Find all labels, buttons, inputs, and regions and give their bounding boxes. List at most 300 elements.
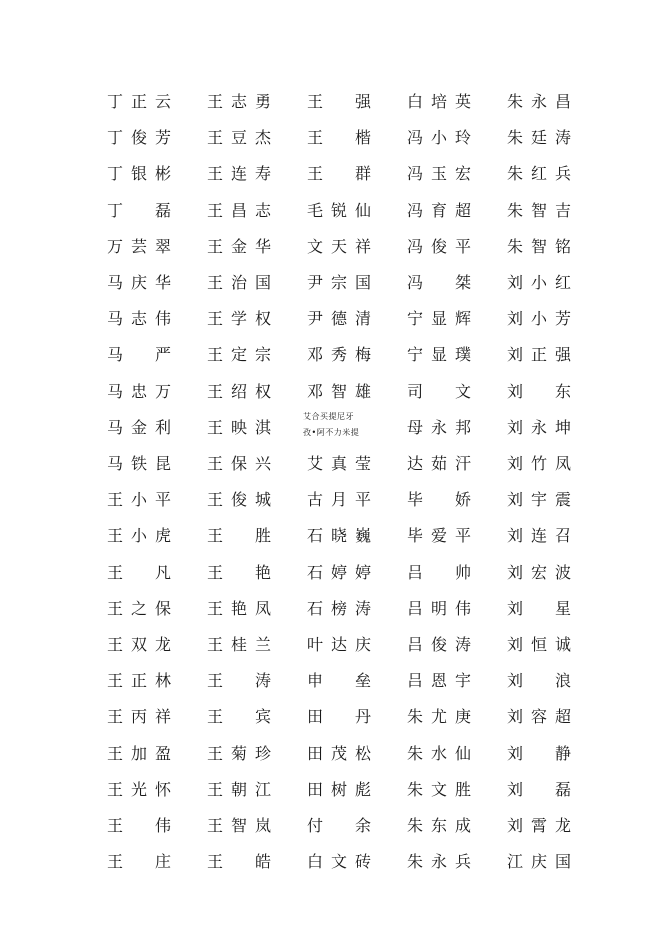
- name-char: 冯: [406, 273, 423, 292]
- name-char: 忠: [130, 381, 147, 401]
- name-cell: [103, 267, 178, 303]
- name-char: 祥: [354, 236, 371, 256]
- name-char: 刘: [506, 598, 523, 618]
- name-char: 平: [454, 236, 471, 256]
- name-char: 杰: [254, 128, 271, 148]
- name-char: 树: [330, 779, 347, 799]
- name-char: 王: [206, 236, 223, 256]
- name-char: 冯: [406, 200, 423, 220]
- name-char: 尤: [430, 707, 447, 727]
- name-cell: [403, 593, 478, 629]
- name-char: 刘: [506, 635, 523, 654]
- name-cell: [103, 774, 178, 810]
- name-cell: [403, 520, 478, 556]
- name-cell: [503, 339, 578, 375]
- name-char: 容: [530, 707, 547, 727]
- name-char: 皓: [254, 852, 271, 872]
- name-char: 仙: [354, 200, 371, 220]
- name-char: 伟: [154, 309, 171, 329]
- name-char: 文: [306, 236, 323, 256]
- name-char: 红: [554, 273, 571, 292]
- name-char: 丁: [106, 200, 123, 220]
- name-cell: [203, 665, 278, 701]
- name-char: 古: [306, 490, 323, 510]
- name-cell: [403, 376, 478, 412]
- name-cell: [203, 195, 278, 231]
- name-char: 朱: [506, 128, 523, 148]
- name-char: 小: [530, 309, 547, 329]
- name-char: 雄: [354, 381, 371, 401]
- name-char: 马: [106, 417, 123, 437]
- name-cell: [303, 86, 378, 122]
- name-char: 丁: [106, 128, 123, 148]
- name-char: 俊: [430, 635, 447, 654]
- name-char: 金: [130, 417, 147, 437]
- name-row: [0, 231, 670, 267]
- name-char: 静: [554, 743, 571, 763]
- name-row: [0, 701, 670, 737]
- name-cell: [303, 267, 378, 303]
- name-char: 吕: [406, 635, 423, 654]
- name-char: 王: [206, 671, 223, 691]
- name-char: 光: [130, 779, 147, 799]
- name-char: 志: [130, 309, 147, 329]
- name-cell: [103, 484, 178, 520]
- name-row: [0, 520, 670, 556]
- name-cell: [503, 593, 578, 629]
- name-char: 华: [154, 273, 171, 292]
- name-char: 王: [206, 454, 223, 473]
- name-char: 桂: [230, 635, 247, 654]
- name-char: 王: [106, 526, 123, 546]
- name-char: 兵: [454, 852, 471, 872]
- name-cell: [303, 774, 378, 810]
- name-char: 王: [306, 92, 323, 111]
- name-char: 马: [106, 309, 123, 329]
- name-char: 王: [206, 598, 223, 618]
- name-cell: [403, 774, 478, 810]
- name-char: 明: [430, 598, 447, 618]
- name-cell: [503, 520, 578, 556]
- name-char: 庆: [354, 635, 371, 654]
- name-char: 朝: [230, 779, 247, 799]
- name-char: 天: [330, 236, 347, 256]
- name-cell: [203, 629, 278, 665]
- name-char: 王: [206, 562, 223, 582]
- name-char: 婷: [330, 562, 347, 582]
- name-char: 丁: [106, 92, 123, 111]
- name-char: 东: [430, 816, 447, 835]
- name-char: 毛: [306, 200, 323, 220]
- name-cell: [203, 846, 278, 882]
- name-char: 达: [406, 454, 423, 473]
- name-cell: [503, 267, 578, 303]
- name-char: 王: [106, 779, 123, 799]
- name-char: 王: [206, 309, 223, 329]
- name-cell: [203, 376, 278, 412]
- name-char: 永: [530, 417, 547, 437]
- name-char: 强: [354, 92, 371, 111]
- name-char: 凤: [254, 598, 271, 618]
- name-cell: [403, 701, 478, 737]
- name-char: 万: [154, 381, 171, 401]
- name-cell: [403, 557, 478, 593]
- name-char: 翠: [154, 236, 171, 256]
- name-char: 志: [254, 200, 271, 220]
- name-char: 月: [330, 490, 347, 510]
- name-char: 波: [554, 562, 571, 582]
- name-char: 浪: [554, 671, 571, 691]
- name-char: 朱: [406, 743, 423, 763]
- name-char: 凤: [554, 454, 571, 473]
- name-char: 王: [206, 92, 223, 111]
- name-char: 梅: [354, 345, 371, 365]
- name-char: 国: [254, 273, 271, 292]
- name-char: 庆: [530, 852, 547, 872]
- name-char: 珍: [254, 743, 271, 763]
- name-cell: [403, 738, 478, 774]
- name-cell: [303, 376, 378, 412]
- name-cell: [503, 412, 578, 448]
- name-char: 帅: [454, 562, 471, 582]
- name-cell: [503, 665, 578, 701]
- name-cell: [103, 629, 178, 665]
- name-char: 王: [206, 816, 223, 835]
- name-char: 茂: [330, 743, 347, 763]
- name-cell: [403, 86, 478, 122]
- name-char: 保: [230, 454, 247, 473]
- name-char: 银: [130, 164, 147, 184]
- name-char: 庄: [154, 852, 171, 872]
- name-char: 昌: [230, 200, 247, 220]
- name-char: 正: [130, 671, 147, 691]
- name-char: 豆: [230, 128, 247, 148]
- name-cell: [203, 412, 278, 448]
- name-char: 尹: [306, 309, 323, 329]
- name-char: 艳: [254, 562, 271, 582]
- name-row: [0, 267, 670, 303]
- name-char: 尹: [306, 273, 323, 292]
- name-char: 盈: [154, 743, 171, 763]
- name-cell: [403, 122, 478, 158]
- name-cell: [503, 158, 578, 194]
- name-char: 冯: [406, 128, 423, 148]
- name-char: 保: [154, 598, 171, 618]
- name-char: 余: [354, 816, 371, 835]
- name-char: 朱: [506, 164, 523, 184]
- name-char: 清: [354, 309, 371, 329]
- name-char: 白: [306, 852, 323, 872]
- name-char: 冯: [406, 164, 423, 184]
- name-char: 刘: [506, 707, 523, 727]
- name-cell: [303, 520, 378, 556]
- name-char: 玉: [430, 164, 447, 184]
- name-char: 涛: [554, 128, 571, 148]
- name-char: 霄: [530, 816, 547, 835]
- name-char: 永: [430, 417, 447, 437]
- name-char: 王: [206, 200, 223, 220]
- name-cell: [203, 448, 278, 484]
- long-name-line-1: 艾合买提尼牙: [303, 411, 354, 421]
- name-char: 邓: [306, 381, 323, 401]
- name-char: 双: [130, 635, 147, 654]
- name-cell: [103, 665, 178, 701]
- name-char: 冯: [406, 236, 423, 256]
- name-cell: [403, 665, 478, 701]
- name-char: 王: [106, 707, 123, 727]
- name-cell: [403, 412, 478, 448]
- name-cell: [203, 158, 278, 194]
- name-cell: [403, 339, 478, 375]
- name-cell: [103, 231, 178, 267]
- name-cell: [303, 195, 378, 231]
- name-row: [0, 195, 670, 231]
- name-char: 权: [254, 309, 271, 329]
- name-char: 竹: [530, 454, 547, 473]
- name-cell: [103, 303, 178, 339]
- name-char: 俊: [130, 128, 147, 148]
- name-char: 彬: [154, 164, 171, 184]
- name-char: 刘: [506, 273, 523, 292]
- name-char: 刘: [506, 779, 523, 799]
- name-char: 英: [454, 92, 471, 111]
- name-cell: [103, 412, 178, 448]
- name-row: [0, 376, 670, 412]
- name-cell: [203, 810, 278, 846]
- name-cell: [203, 122, 278, 158]
- name-char: 平: [454, 526, 471, 546]
- name-char: 文: [454, 381, 471, 401]
- name-char: 连: [530, 526, 547, 546]
- name-char: 志: [230, 92, 247, 111]
- name-char: 王: [206, 490, 223, 510]
- name-char: 成: [454, 816, 471, 835]
- name-char: 宗: [330, 273, 347, 292]
- name-cell: [303, 158, 378, 194]
- name-char: 毕: [406, 526, 423, 546]
- name-char: 兵: [554, 164, 571, 184]
- name-char: 小: [130, 526, 147, 546]
- name-char: 付: [306, 816, 323, 835]
- name-char: 寿: [254, 164, 271, 184]
- name-char: 王: [106, 743, 123, 763]
- name-char: 田: [306, 707, 323, 727]
- name-cell: [503, 774, 578, 810]
- name-char: 邓: [306, 345, 323, 365]
- name-char: 云: [154, 92, 171, 111]
- name-row: [0, 846, 670, 882]
- name-cell: [203, 520, 278, 556]
- name-cell: [303, 412, 378, 448]
- name-char: 芳: [154, 128, 171, 148]
- name-char: 胜: [454, 779, 471, 799]
- name-cell: [303, 484, 378, 520]
- name-char: 朱: [506, 236, 523, 256]
- name-char: 宾: [254, 707, 271, 727]
- name-char: 吕: [406, 598, 423, 618]
- name-char: 永: [530, 92, 547, 111]
- name-char: 王: [106, 671, 123, 691]
- name-char: 绍: [230, 381, 247, 401]
- name-char: 国: [354, 273, 371, 292]
- name-char: 刘: [506, 816, 523, 835]
- name-char: 丙: [130, 707, 147, 727]
- name-cell: [503, 122, 578, 158]
- name-char: 之: [130, 598, 147, 618]
- name-cell: [303, 810, 378, 846]
- name-char: 王: [206, 345, 223, 365]
- name-char: 刘: [506, 743, 523, 763]
- name-char: 秀: [330, 345, 347, 365]
- name-cell: [503, 629, 578, 665]
- name-row: [0, 665, 670, 701]
- name-char: 星: [554, 598, 571, 618]
- name-char: 平: [354, 490, 371, 510]
- name-char: 显: [430, 309, 447, 329]
- name-char: 淇: [254, 417, 271, 437]
- name-char: 东: [554, 381, 571, 401]
- name-cell: [503, 231, 578, 267]
- name-char: 芳: [554, 309, 571, 329]
- name-cell: [303, 738, 378, 774]
- name-char: 勇: [254, 92, 271, 111]
- name-row: [0, 448, 670, 484]
- name-char: 王: [206, 707, 223, 727]
- name-char: 王: [106, 852, 123, 872]
- name-char: 王: [106, 635, 123, 654]
- name-char: 王: [206, 526, 223, 546]
- name-char: 城: [254, 490, 271, 510]
- name-row: [0, 629, 670, 665]
- name-char: 垒: [354, 671, 371, 691]
- name-cell: [203, 738, 278, 774]
- name-cell: [503, 557, 578, 593]
- name-char: 刘: [506, 671, 523, 691]
- name-char: 刘: [506, 381, 523, 401]
- name-cell: [103, 339, 178, 375]
- name-char: 宇: [454, 671, 471, 691]
- name-cell: [103, 195, 178, 231]
- name-cell: [103, 376, 178, 412]
- name-char: 涛: [454, 635, 471, 654]
- name-char: 楷: [354, 128, 371, 148]
- name-row: [0, 303, 670, 339]
- name-char: 映: [230, 417, 247, 437]
- name-char: 伟: [154, 816, 171, 835]
- name-char: 育: [430, 200, 447, 220]
- name-char: 王: [106, 562, 123, 582]
- name-cell: [403, 231, 478, 267]
- name-char: 辉: [454, 309, 471, 329]
- name-char: 宏: [530, 562, 547, 582]
- name-char: 胜: [254, 526, 271, 546]
- name-char: 彪: [354, 779, 371, 799]
- name-char: 俊: [230, 490, 247, 510]
- name-char: 水: [430, 743, 447, 763]
- name-row: [0, 557, 670, 593]
- name-char: 巍: [354, 526, 371, 546]
- name-char: 宇: [530, 490, 547, 510]
- name-char: 凡: [154, 562, 171, 582]
- name-char: 廷: [530, 128, 547, 148]
- name-char: 智: [230, 816, 247, 835]
- name-char: 群: [354, 164, 371, 184]
- name-cell: [203, 557, 278, 593]
- name-char: 松: [354, 743, 371, 763]
- name-char: 岚: [254, 816, 271, 835]
- name-char: 菊: [230, 743, 247, 763]
- name-cell: [303, 557, 378, 593]
- name-char: 涛: [254, 671, 271, 691]
- name-cell: [303, 448, 378, 484]
- name-row: [0, 122, 670, 158]
- name-char: 江: [254, 779, 271, 799]
- name-char: 铭: [554, 236, 571, 256]
- name-char: 王: [206, 852, 223, 872]
- name-cell: [503, 86, 578, 122]
- name-char: 祥: [154, 707, 171, 727]
- name-char: 磊: [554, 779, 571, 799]
- name-char: 吉: [554, 200, 571, 220]
- name-row: [0, 774, 670, 810]
- name-char: 智: [530, 236, 547, 256]
- name-char: 小: [530, 273, 547, 292]
- name-char: 婷: [354, 562, 371, 582]
- name-char: 刘: [506, 417, 523, 437]
- name-char: 王: [206, 779, 223, 799]
- name-cell: [503, 303, 578, 339]
- name-char: 宁: [406, 345, 423, 365]
- name-cell: [303, 339, 378, 375]
- name-cell: [103, 448, 178, 484]
- name-char: 学: [230, 309, 247, 329]
- name-char: 王: [206, 273, 223, 292]
- name-char: 文: [330, 852, 347, 872]
- name-char: 定: [230, 345, 247, 365]
- name-cell: [403, 303, 478, 339]
- name-cell: [303, 629, 378, 665]
- name-char: 震: [554, 490, 571, 510]
- name-char: 刘: [506, 309, 523, 329]
- name-char: 吕: [406, 562, 423, 582]
- name-cell: [103, 593, 178, 629]
- name-cell: [503, 738, 578, 774]
- name-char: 锐: [330, 200, 347, 220]
- name-cell: [203, 593, 278, 629]
- name-char: 王: [106, 598, 123, 618]
- name-char: 诚: [554, 635, 571, 654]
- name-char: 王: [206, 743, 223, 763]
- name-cell: [403, 267, 478, 303]
- name-char: 申: [306, 671, 323, 691]
- name-cell: [403, 846, 478, 882]
- name-char: 石: [306, 598, 323, 618]
- name-char: 超: [554, 707, 571, 727]
- name-cell: [203, 774, 278, 810]
- name-char: 爱: [430, 526, 447, 546]
- name-char: 王: [106, 490, 123, 510]
- name-char: 昆: [154, 454, 171, 473]
- name-char: 小: [130, 490, 147, 510]
- name-char: 正: [130, 92, 147, 111]
- name-row: [0, 738, 670, 774]
- name-char: 兰: [254, 635, 271, 654]
- name-cell: [503, 195, 578, 231]
- name-char: 刘: [506, 345, 523, 365]
- name-char: 晓: [330, 526, 347, 546]
- name-cell: [103, 557, 178, 593]
- name-char: 红: [530, 164, 547, 184]
